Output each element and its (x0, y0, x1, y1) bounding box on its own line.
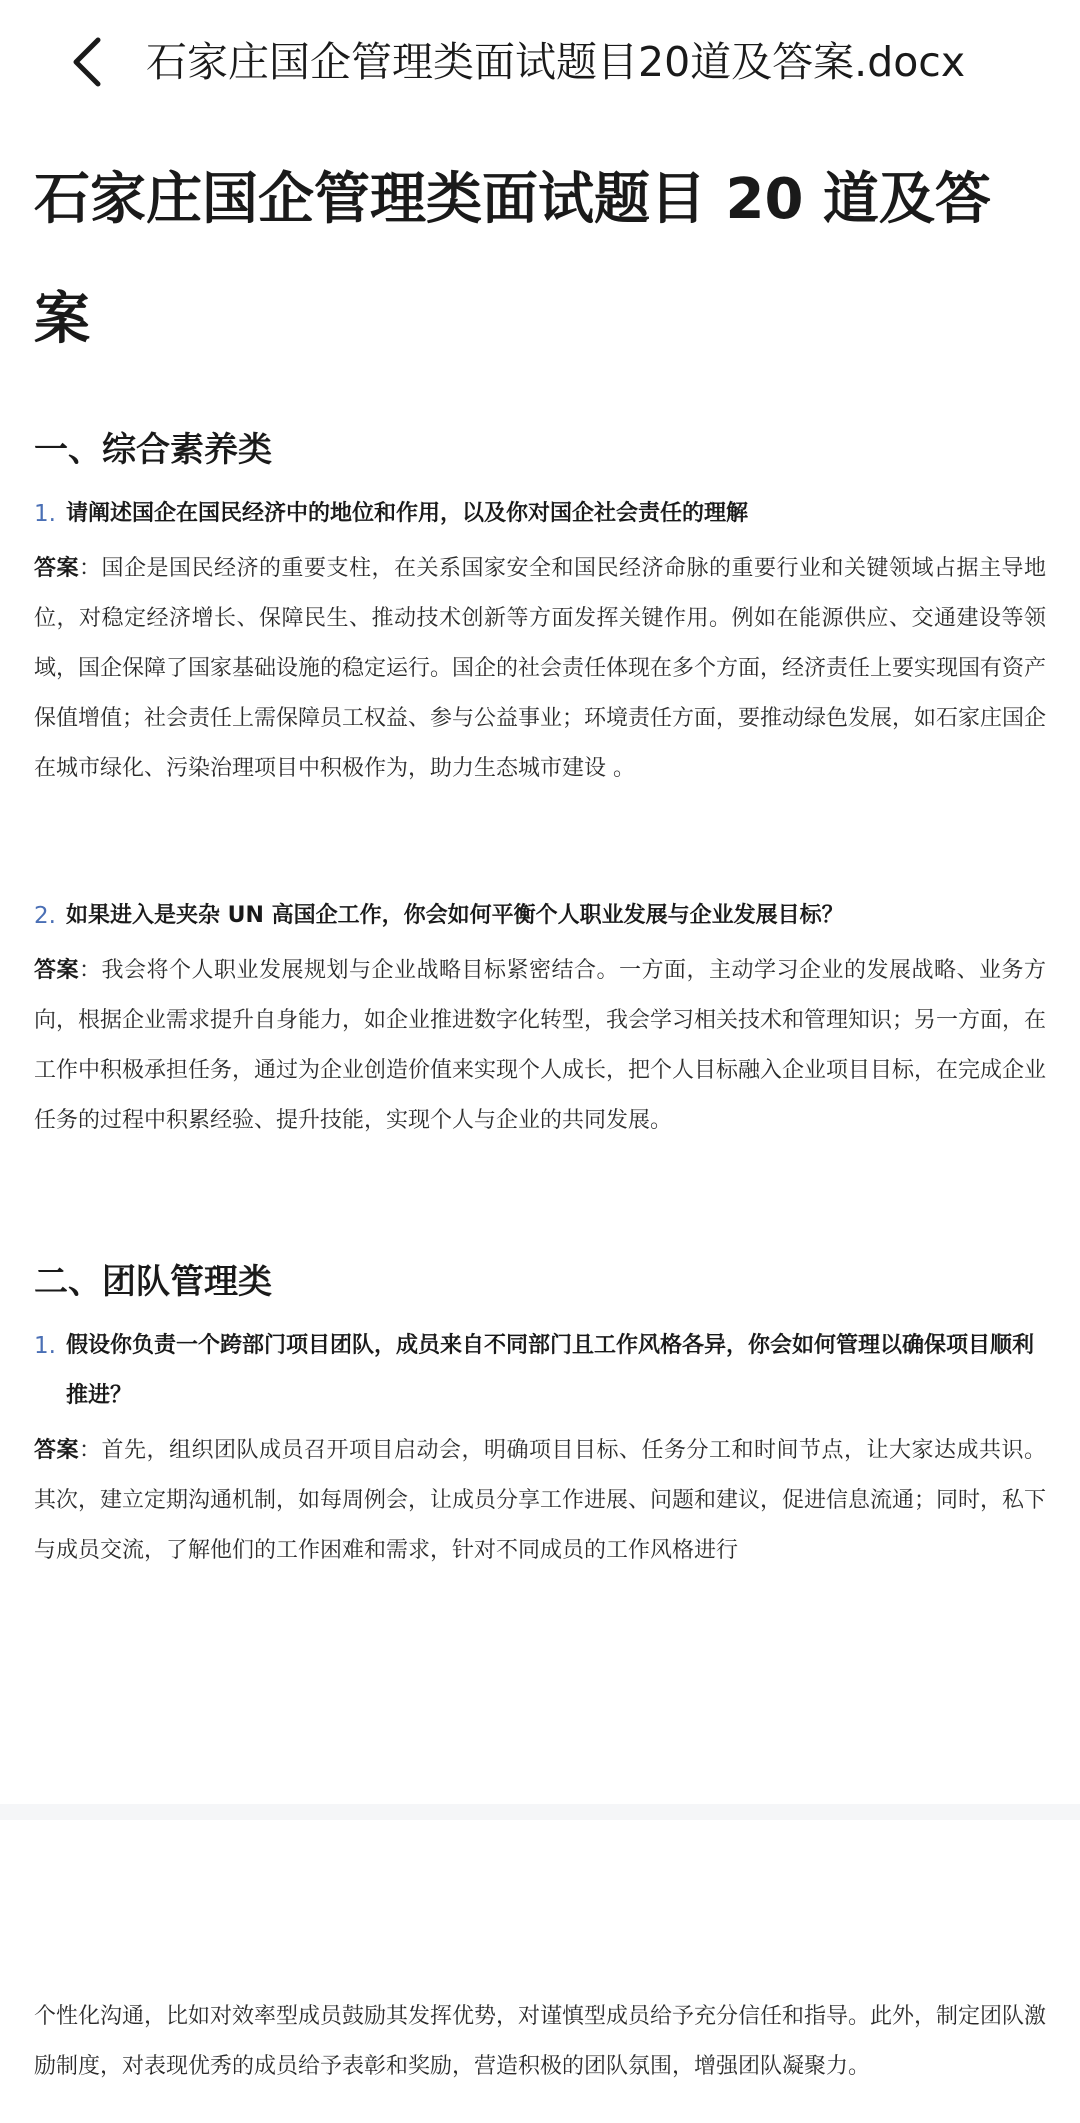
section-heading-team-management: 二、团队管理类 (34, 1262, 272, 1302)
section-heading-general-quality: 一、综合素养类 (34, 430, 272, 470)
answer-text: ：国企是国民经济的重要支柱，在关系国家安全和国民经济命脉的重要行业和关键领域占据主导地位，对稳定经济增长、保障民生、推动技术创新等方面发挥关键作用。例如在能源供应、交通建设等领域，国企保障了国家基础设施的稳定运行。国企的社会责任体现在多个方面，经济责任上要实现国有资产保值增值；社会责任上需保障员工权益、参与公益事业；环境责任方面，要推动绿色发展，如石家庄国企在城市绿化、污染治理项目中积极作为，助力生态城市建设 。 (34, 556, 1047, 781)
document-file-title: 石家庄国企管理类面试题目20道及答案.docx (146, 38, 966, 86)
answer-text: ：我会将个人职业发展规划与企业战略目标紧密结合。一方面，主动学习企业的发展战略、业务方向，根据企业需求提升自身能力，如企业推进数字化转型，我会学习相关技术和管理知识；另一方面，在工作中积极承担任务，通过为企业创造价值来实现个人成长，把个人目标融入企业项目目标，在完成企业任务的过程中积累经验、提升技能，实现个人与企业的共同发展。 (34, 958, 1047, 1133)
question-text: 请阐述国企在国民经济中的地位和作用，以及你对国企社会责任的理解 (66, 501, 749, 526)
answer-label: 答案 (34, 556, 79, 581)
question-text: 如果进入是夹杂 UN 高国企工作，你会如何平衡个人职业发展与企业发展目标？ (66, 903, 844, 928)
answer-text: ：首先，组织团队成员召开项目启动会，明确项目目标、任务分工和时间节点，让大家达成共识。其次，建立定期沟通机制，如每周例会，让成员分享工作进展、问题和建议，促进信息流通；同时，私下与成员交流，了解他们的工作困难和需求，针对不同成员的工作风格进行 (34, 1438, 1047, 1563)
question-number: 2. (34, 903, 56, 929)
document-page-2[interactable] (0, 1820, 1080, 2123)
page-separator (0, 1804, 1080, 1820)
question-text: 假设你负责一个跨部门项目团队，成员来自不同部门且工作风格各异，你会如何管理以确保项目顺利推进？ (66, 1333, 1035, 1408)
chevron-left-icon (68, 34, 108, 90)
back-button[interactable] (58, 30, 118, 94)
question-number: 1. (34, 1333, 56, 1359)
top-app-bar (0, 0, 1080, 125)
answer-label: 答案 (34, 1438, 79, 1463)
document-title: 石家庄国企管理类面试题目 20 道及答案 (34, 167, 991, 352)
answer-label: 答案 (34, 958, 79, 983)
answer-continuation: 个性化沟通，比如对效率型成员鼓励其发挥优势，对谨慎型成员给予充分信任和指导。此外，制定团队激励制度，对表现优秀的成员给予表彰和奖励，营造积极的团队氛围，增强团队凝聚力。 (34, 2004, 1047, 2079)
answer-paragraph (34, 544, 1046, 794)
question-number: 1. (34, 501, 56, 527)
answer-paragraph (34, 946, 1046, 1146)
answer-paragraph (34, 1426, 1046, 1576)
document-page-1[interactable] (0, 124, 1080, 1804)
